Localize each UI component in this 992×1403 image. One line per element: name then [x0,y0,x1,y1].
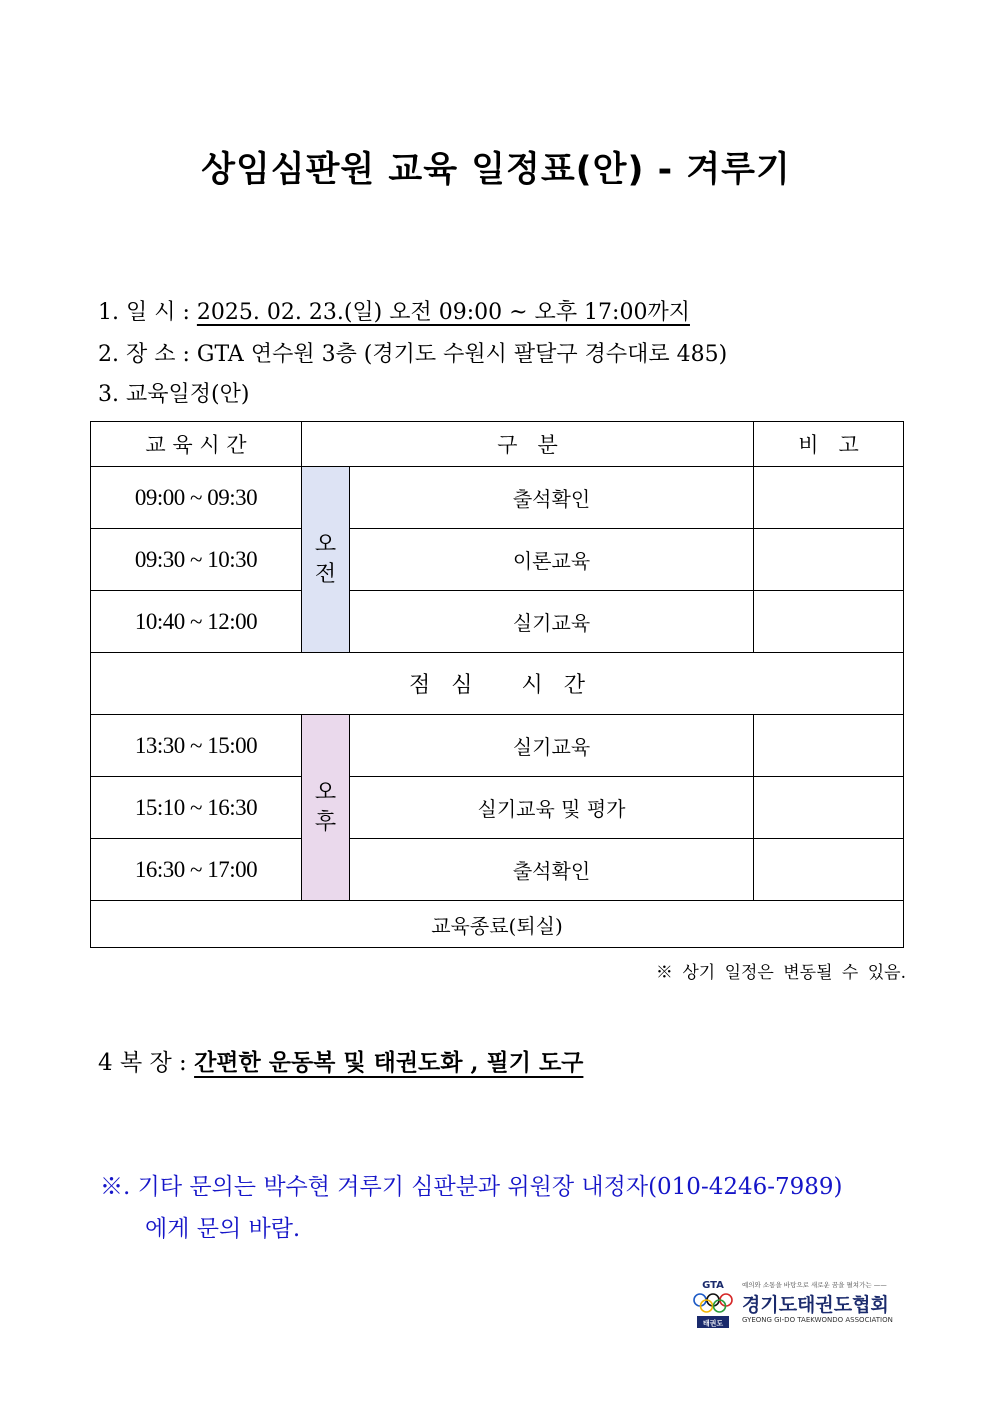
dress-label: 4 복 장 : [98,1050,187,1076]
note-cell [754,591,904,653]
time-cell: 10:40 ~ 12:00 [91,591,302,653]
association-logo [690,1276,893,1334]
content-cell: 실기교육 [350,715,754,777]
content-cell: 출석확인 [350,467,754,529]
contact-note [100,1166,843,1250]
table-row [91,839,904,901]
content-cell: 실기교육 및 평가 [350,777,754,839]
table-header-row [91,422,904,467]
contact-line-1: ※. 기타 문의는 박수현 겨루기 심판분과 위원장 내정자(010-4246-7989) [100,1174,843,1200]
contact-line-2: 에게 문의 바람. [145,1216,301,1242]
schedule-heading: 3. 교육일정(안) [98,382,250,407]
place-value: GTA 연수원 3층 (경기도 수원시 팔달구 경수대로 485) [196,342,728,367]
end-row [91,901,904,948]
time-cell: 09:00 ~ 09:30 [91,467,302,529]
logo-name: 경기도태권도협회 [742,1294,889,1316]
logo-slogan: 예의와 소통을 바탕으로 새로운 꿈을 펼쳐가는 —— [742,1281,887,1289]
dress-line [98,1044,583,1077]
note-cell [754,777,904,839]
date-label: 1. 일 시 : [98,300,190,325]
table-row [91,529,904,591]
place-label: 2. 장 소 : [98,342,190,367]
table-row [91,777,904,839]
content-cell: 이론교육 [350,529,754,591]
time-cell: 16:30 ~ 17:00 [91,839,302,901]
emblem-text: GTA [702,1280,724,1291]
note-cell [754,839,904,901]
date-value: 2025. 02. 23.(일) 오전 09:00 ~ 오후 17:00까지 [196,300,690,325]
emblem-badge-text: 태권도 [702,1319,724,1328]
header-category: 구 분 [302,422,754,467]
note-cell [754,467,904,529]
schedule-table [90,421,904,948]
lunch-cell: 점 심 시 간 [91,653,904,715]
pm-label: 오 후 [302,715,350,901]
change-note: ※ 상기 일정은 변동될 수 있음. [655,963,906,983]
time-cell: 09:30 ~ 10:30 [91,529,302,591]
note-cell [754,529,904,591]
olympic-rings-emblem-icon [690,1276,736,1334]
info-place-line [98,337,727,368]
end-cell: 교육종료(퇴실) [91,901,904,948]
lunch-row [91,653,904,715]
info-date-line [98,295,690,326]
dress-value: 간편한 운동복 및 태권도화 , 필기 도구 [194,1049,584,1076]
table-row [91,715,904,777]
time-cell: 13:30 ~ 15:00 [91,715,302,777]
page-title: 상임심판원 교육 일정표(안) - 겨루기 [201,150,791,190]
header-time: 교 육 시 간 [91,422,302,467]
time-cell: 15:10 ~ 16:30 [91,777,302,839]
header-note: 비 고 [754,422,904,467]
content-cell: 출석확인 [350,839,754,901]
content-cell: 실기교육 [350,591,754,653]
table-row [91,591,904,653]
am-label: 오 전 [302,467,350,653]
table-row [91,467,904,529]
logo-english-name: GYEONG GI-DO TAEKWONDO ASSOCIATION [742,1316,893,1324]
note-cell [754,715,904,777]
